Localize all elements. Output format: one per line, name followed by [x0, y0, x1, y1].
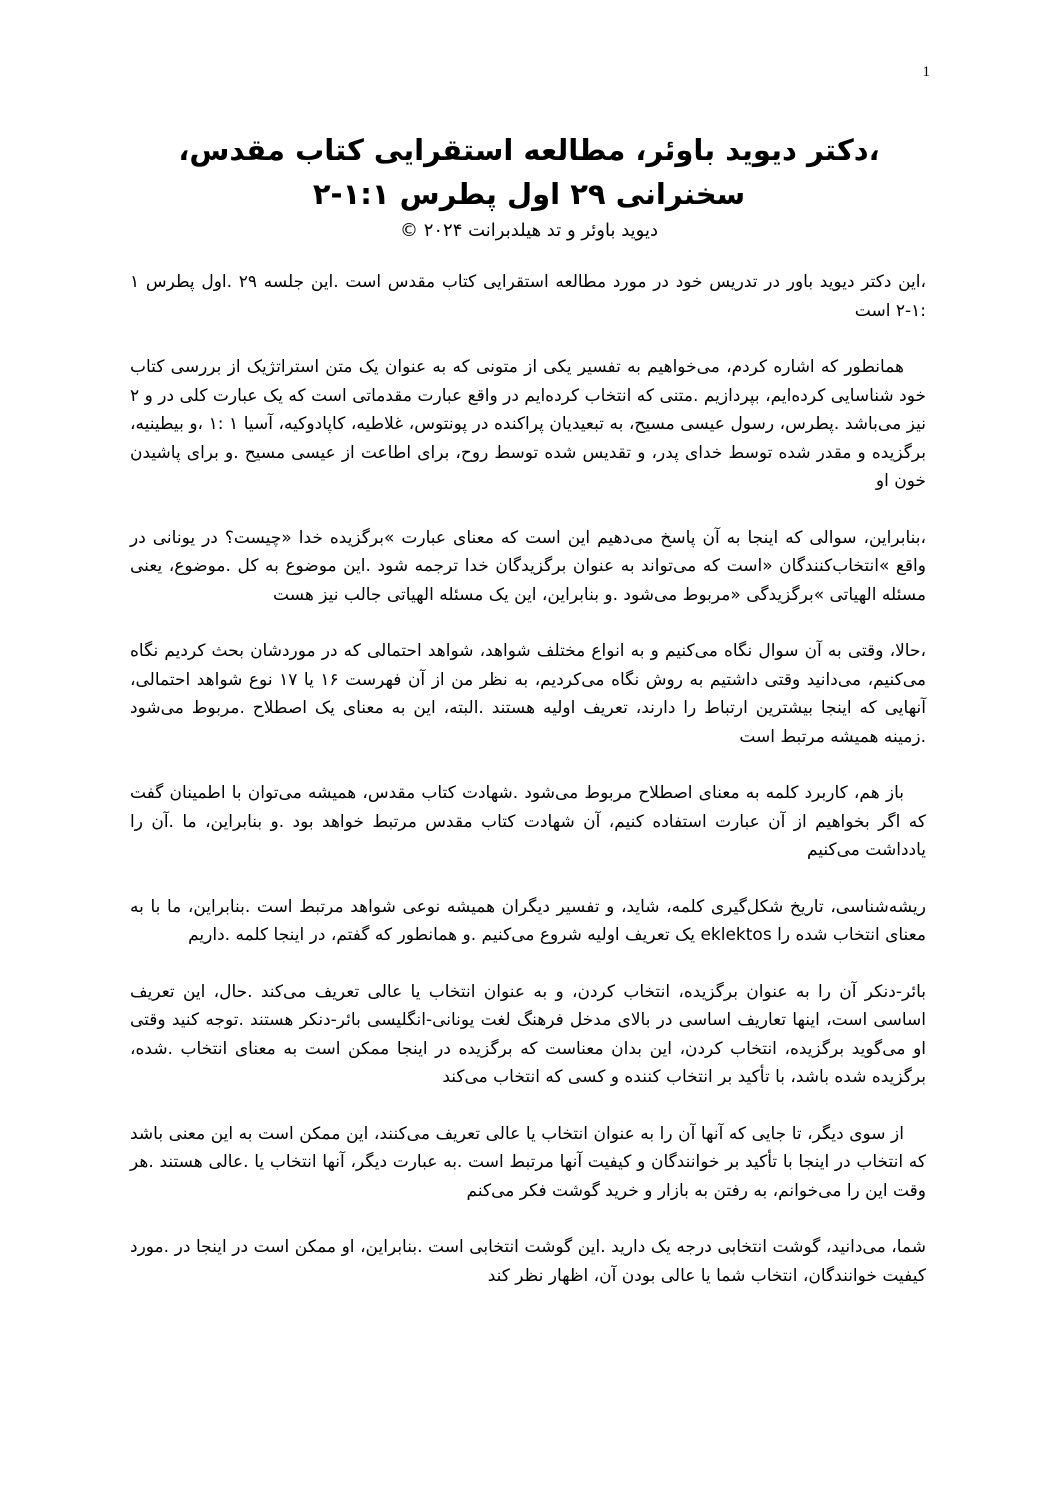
title-block — [130, 128, 928, 244]
paragraph-2: همانطور که اشاره کردم، می‌خواهیم به تفسیر یکی از متونی که به عنوان یک متن استراتژیک از بررسی کتاب خود شناسایی کرده‌ایم، بپردازیم .متنی که انتخاب کرده‌ایم در واقع عبارت مقدماتی است که یک عبارت کلی در و ۲ نیز می‌باشد .پطرس، رسول عیسی مسیح، به تبعیدیان پراکنده در پونتوس، غلاطیه، کاپادوکیه، آسیا ۱ :۱ ،و بیطینیه، برگزیده و مقدر شده توسط خدای پدر، و تقدیس شده توسط روح، برای اطاعت از عیسی مسیح .و برای پاشیدن خون او — [130, 357, 926, 491]
paragraph-5: باز هم، کاربرد کلمه به معنای اصطلاح مربوط می‌شود .شهادت کتاب مقدس، همیشه می‌توان با اطمینان گفت که اگر بخواهیم از آن عبارت استفاده کنیم، آن شهادت کتاب مقدس مرتبط خواهد بود .و بنابراین، ما .آن را یادداشت می‌کنیم — [130, 783, 926, 860]
document-title: ،دکتر دیوید باوئر، مطالعه استقرایی کتاب مقدس، سخنرانی ۲۹ اول پطرس ۱:۱-۲ — [178, 133, 880, 211]
document-body — [130, 268, 926, 1318]
paragraph-1: ،این دکتر دیوید باور در تدریس خود در مورد مطالعه استقرایی کتاب مقدس است .این جلسه ۲۹ .اول پطرس ۱ :۱-۲ است — [130, 272, 926, 321]
paragraph-3: ،بنابراین، سوالی که اینجا به آن پاسخ می‌دهیم این است که معنای عبارت »برگزیده خدا «چیست؟ در یونانی در واقع »انتخاب‌کنندگان «است که می‌تواند به عنوان برگزیدگان خدا ترجمه شود .این موضوع به کل .موضوع، یعنی مسئله الهیاتی »برگزیدگی «مربوط می‌شود .و بنابراین، این یک مسئله الهیاتی جالب نیز هست — [130, 527, 926, 605]
paragraph-9: شما، می‌دانید، گوشت انتخابی درجه یک دارید .این گوشت انتخابی است .بنابراین، او ممکن است در اینجا در .مورد کیفیت خوانندگان، انتخاب شما یا عالی بودن آن، اظهار نظر کند — [130, 1237, 926, 1286]
copyright-line: دیوید باوئر و تد هیلدبرانت ۲۰۲۴ © — [399, 220, 659, 241]
paragraph-6: ریشه‌شناسی، تاریخ شکل‌گیری کلمه، شاید، و تفسیر دیگران همیشه نوعی شواهد مرتبط است .بنابراین، ما با به معنای انتخاب شده را eklektos یک تعریف اولیه شروع می‌کنیم .و همانطور که گفتم، در اینجا کلمه .داریم — [130, 896, 926, 945]
page-number: 1 — [922, 64, 930, 80]
paragraph-8: از سوی دیگر، تا جایی که آنها آن را به عنوان انتخاب یا عالی تعریف می‌کنند، این ممکن است به این معنی باشد که انتخاب در اینجا با تأکید بر خوانندگان و کیفیت آنها مرتبط است .به عبارت دیگر، آنها انتخاب یا .عالی هستند .هر وقت این را می‌خوانم، به رفتن به بازار و خرید گوشت فکر می‌کنم — [130, 1123, 926, 1201]
paragraph-4: ،حالا، وقتی به آن سوال نگاه می‌کنیم و به انواع مختلف شواهد، شواهد احتمالی که در موردشان بحث کردیم نگاه می‌کنیم، می‌دانید وقتی داشتیم به روش نگاه می‌کردیم، به نظر من از آن فهرست ۱۶ یا ۱۷ نوع شواهد احتمالی، آنهایی که اینجا بیشترین ارتباط را دارند، تعریف اولیه هستند .البته، این به معنای یک اصطلاح .مربوط می‌شود .زمینه همیشه مرتبط است — [130, 641, 927, 747]
paragraph-7: بائر-دنکر آن را به عنوان برگزیده، انتخاب کردن، و به عنوان انتخاب یا عالی تعریف می‌کند .حال، این تعریف اساسی است، اینها تعاریف اساسی در بالای مدخل فرهنگ لغت یونانی-انگلیسی بائر-دنکر هستند .توجه کنید وقتی او می‌گوید برگزیده، انتخاب کردن، این بدان معناست که برگزیده در اینجا ممکن است به معنای انتخاب .شده، برگزیده شده باشد، با تأکید بر انتخاب کننده و کسی که انتخاب می‌کند — [130, 981, 926, 1087]
